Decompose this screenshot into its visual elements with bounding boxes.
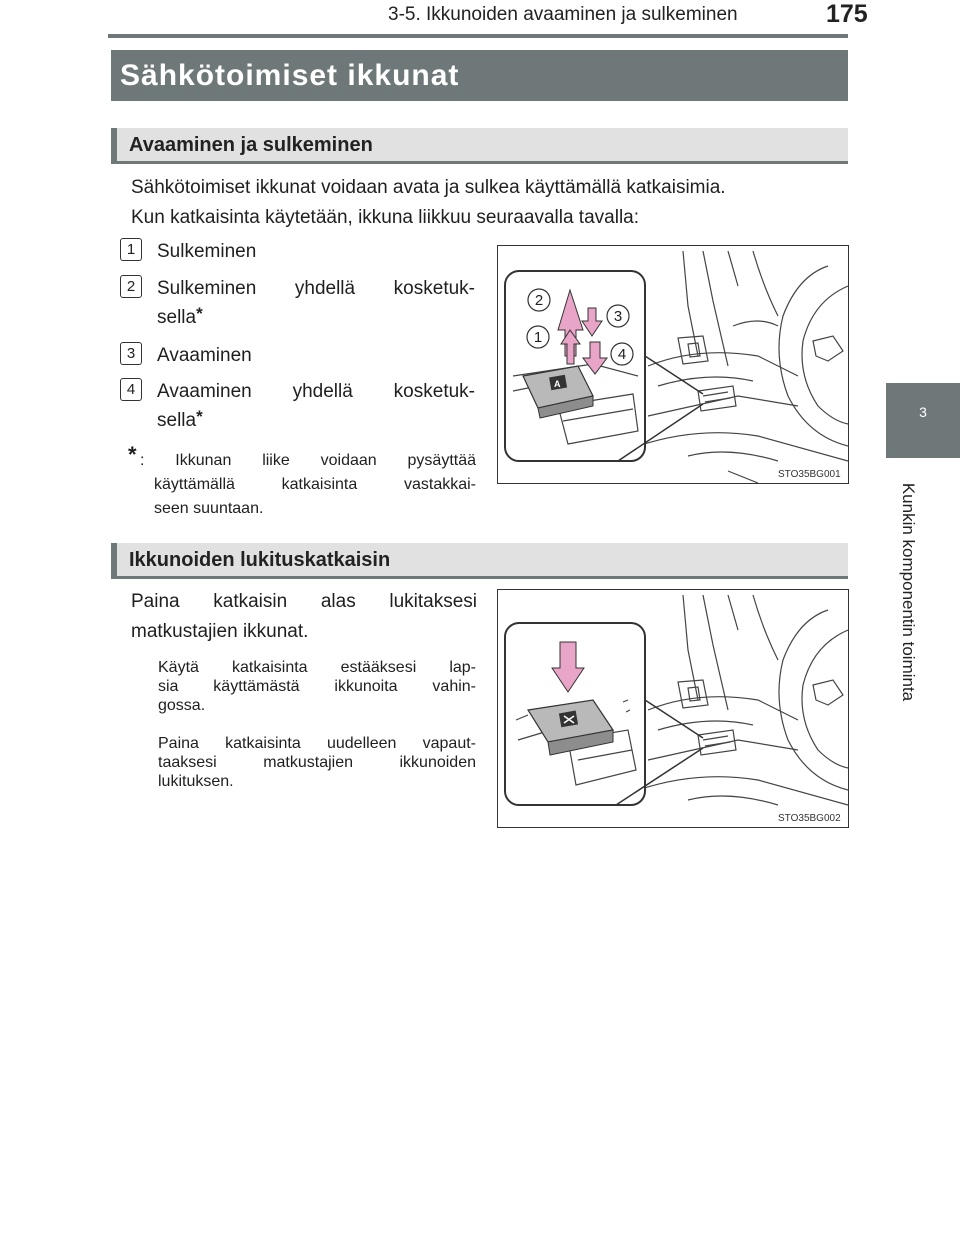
item-number-badge: 2: [120, 275, 142, 298]
footnote-line-2: käyttämällä katkaisinta vastakkai-: [154, 476, 476, 493]
lock-intro-line-2: matkustajien ikkunat.: [131, 621, 309, 642]
item-text: Avaaminen: [157, 345, 252, 366]
note1-line-3: gossa.: [158, 697, 206, 714]
chapter-label: [884, 480, 932, 720]
item-text-line-1: Sulkeminen yhdellä kosketuk-: [157, 278, 475, 299]
callout-3: 3: [613, 308, 623, 325]
figure-code: STO35BG002: [778, 813, 841, 824]
page-number: 175: [826, 0, 868, 28]
figure-code: STO35BG001: [778, 469, 841, 480]
item-text-line-2: sella: [157, 410, 197, 431]
asterisk-mark: *: [196, 407, 203, 426]
note2-line-1: Paina katkaisinta uudelleen vapaut-: [158, 735, 476, 752]
dashboard-drawing: [498, 590, 848, 827]
intro-paragraph-1: Sähkötoimiset ikkunat voidaan avata ja sulkea käyttämällä katkaisimia.: [131, 177, 726, 198]
lock-intro-line-1: Paina katkaisin alas lukitaksesi: [131, 591, 477, 612]
section-heading-text: Avaaminen ja sulkeminen: [129, 134, 373, 156]
intro-paragraph-2: Kun katkaisinta käytetään, ikkuna liikkuu seuraavalla tavalla:: [131, 207, 640, 228]
footnote-line-3: seen suuntaan.: [154, 500, 264, 517]
section-heading-window-lock: [111, 543, 848, 579]
lock-note-1: [158, 658, 476, 715]
switch-symbol: A: [554, 379, 561, 389]
item-text-line-2: sella: [157, 307, 197, 328]
footnote-mark: *: [128, 442, 137, 467]
note2-line-3: lukituksen.: [158, 773, 234, 790]
footnote-line-1: : Ikkunan liike voidaan pysäyttää: [140, 452, 476, 469]
callout-4: 4: [617, 346, 627, 363]
note1-line-2: sia käyttämästä ikkunoita vahin-: [158, 678, 476, 695]
note2-line-2: taaksesi matkustajien ikkunoiden: [158, 754, 476, 771]
header-rule: [108, 34, 848, 38]
lock-switch-illustration: [497, 589, 849, 828]
heading-accent-bar: [111, 543, 117, 576]
chapter-tab[interactable]: [886, 383, 960, 458]
section-heading-open-close: [111, 128, 848, 164]
item-number-badge: 1: [120, 238, 142, 261]
callout-2: 2: [534, 292, 544, 309]
page-title: Sähkötoimiset ikkunat: [111, 50, 848, 101]
chapter-number: 3: [919, 404, 927, 420]
heading-accent-bar: [111, 128, 117, 161]
callout-1: 1: [533, 329, 543, 346]
chapter-label-text: Kunkin komponentin toiminta: [899, 482, 918, 702]
note1-line-1: Käytä katkaisinta estääksesi lap-: [158, 659, 476, 676]
asterisk-mark: *: [196, 304, 203, 323]
lock-intro: [131, 587, 477, 647]
item-text-line-1: Avaaminen yhdellä kosketuk-: [157, 381, 475, 402]
section-heading-text: Ikkunoiden lukituskatkaisin: [129, 549, 391, 571]
window-switch-illustration: [497, 245, 849, 484]
item-text: Sulkeminen: [157, 241, 257, 262]
dashboard-drawing: [498, 246, 848, 483]
lock-note-2: [158, 734, 476, 791]
item-number-badge: 3: [120, 342, 142, 365]
item-number-badge: 4: [120, 378, 142, 401]
running-header: 3-5. Ikkunoiden avaaminen ja sulkeminen: [388, 4, 738, 25]
